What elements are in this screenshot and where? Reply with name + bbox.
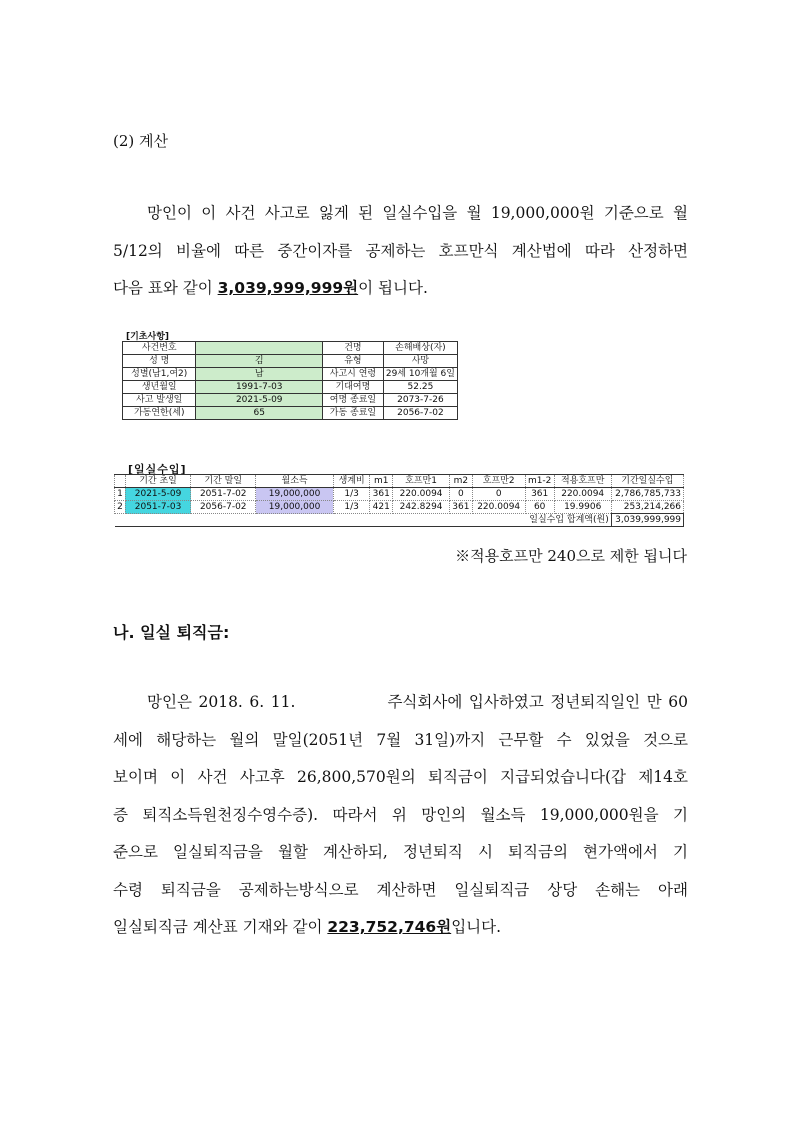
table-cell: 유형 xyxy=(323,355,384,368)
table-cell: 사건번호 xyxy=(123,342,196,355)
paragraph-line: 망인이 이 사건 사고로 잃게 된 일실수입을 월 19,000,000원 기준으로 월 xyxy=(147,204,688,222)
column-header: 기간일실수입 xyxy=(611,475,683,488)
column-header: m2 xyxy=(450,475,473,488)
table-row xyxy=(123,355,458,368)
table-row xyxy=(123,342,458,355)
table-cell: 0 xyxy=(472,488,525,501)
paragraph-line: 준으로 일실퇴직금을 월할 계산하되, 정년퇴직 시 퇴직금의 현가액에서 기 xyxy=(113,843,688,861)
table-cell: 361 xyxy=(525,488,554,501)
table-cell: 361 xyxy=(450,501,473,514)
table-cell: 19,000,000 xyxy=(256,488,333,501)
paragraph-line xyxy=(113,909,688,947)
column-header: 기간 말일 xyxy=(191,475,256,488)
text-run: 다음 표와 같이 xyxy=(113,279,218,297)
table-cell: 242.8294 xyxy=(393,501,450,514)
table-cell: 가동 종료일 xyxy=(323,407,384,420)
table-cell: 김 xyxy=(196,355,323,368)
table-cell: 2056-7-02 xyxy=(383,407,457,420)
table-cell: 남 xyxy=(196,368,323,381)
text-run: 일실퇴직금 계산표 기재와 같이 xyxy=(113,918,328,936)
column-header: 월소득 xyxy=(256,475,333,488)
table-cell: 29세 10개월 6일 xyxy=(383,368,457,381)
table-cell: 성 명 xyxy=(123,355,196,368)
table-cell: 2051-7-02 xyxy=(191,488,256,501)
column-header: 기간 초일 xyxy=(125,475,190,488)
table-cell: 1/3 xyxy=(333,488,370,501)
table-cell: 사망 xyxy=(383,355,457,368)
column-header: 호프만1 xyxy=(393,475,450,488)
table-cell: 19,000,000 xyxy=(256,501,333,514)
table-cell: 2021-5-09 xyxy=(125,488,190,501)
table-row xyxy=(123,368,458,381)
table-cell: 성별(남1,여2) xyxy=(123,368,196,381)
paragraph-line: 증 퇴직소득원천징수영수증). 따라서 위 망인의 월소득 19,000,000원을 기 xyxy=(113,805,688,824)
table-cell: 2 xyxy=(115,501,126,514)
column-header: 호프만2 xyxy=(472,475,525,488)
table-cell: 건명 xyxy=(323,342,384,355)
table-cell: 52.25 xyxy=(383,381,457,394)
table-cell: 60 xyxy=(525,501,554,514)
table-cell xyxy=(196,342,323,355)
column-header: m1-2 xyxy=(525,475,554,488)
text-run: 이 됩니다. xyxy=(358,279,428,297)
table-cell: 220.0094 xyxy=(472,501,525,514)
table-cell: 생년월일 xyxy=(123,381,196,394)
paragraph-line: 수령 퇴직금을 공제하는방식으로 계산하면 일실퇴직금 상당 손해는 아래 xyxy=(113,880,688,899)
paragraph-lost-income xyxy=(113,195,688,308)
column-header: m1 xyxy=(370,475,393,488)
table-cell: 1 xyxy=(115,488,126,501)
table-cell: 사고 발생일 xyxy=(123,394,196,407)
paragraph-line: 세에 해당하는 월의 말일(2051년 7월 31일)까지 근무할 수 있었을 것으로 xyxy=(113,730,688,749)
table-row xyxy=(115,501,684,514)
table-cell: 가동연한(세) xyxy=(123,407,196,420)
basic-table-caption: [기초사항] xyxy=(126,332,170,342)
table-cell: 1/3 xyxy=(333,501,370,514)
table-row xyxy=(123,394,458,407)
table-cell: 19.9906 xyxy=(554,501,611,514)
table-cell: 0 xyxy=(450,488,473,501)
table-total-row xyxy=(115,514,684,527)
table-cell: 2021-5-09 xyxy=(196,394,323,407)
table-row xyxy=(123,381,458,394)
column-header: 생계비 xyxy=(333,475,370,488)
paragraph-retirement xyxy=(113,684,688,947)
table-cell: 여명 종료일 xyxy=(323,394,384,407)
table-cell: 2073-7-26 xyxy=(383,394,457,407)
table-cell: 기대여명 xyxy=(323,381,384,394)
hoffman-limit-note: ※적용호프만 240으로 제한 됩니다 xyxy=(455,547,687,565)
table-cell: 421 xyxy=(370,501,393,514)
paragraph-line: 보이며 이 사건 사고후 26,800,570원의 퇴직금이 지급되었습니다(갑 제14호 xyxy=(113,768,688,786)
table-cell: 2,786,785,733 xyxy=(611,488,683,501)
table-cell: 1991-7-03 xyxy=(196,381,323,394)
amount-lost-income: 3,039,999,999원 xyxy=(217,279,359,297)
table-cell: 사고시 연령 xyxy=(323,368,384,381)
text-run: 입니다. xyxy=(451,918,502,936)
table-cell: 2051-7-03 xyxy=(125,501,190,514)
paragraph-line: 5/12의 비율에 따른 중간이자를 공제하는 호프만식 계산법에 따라 산정하면 xyxy=(113,241,688,260)
amount-retirement: 223,752,746원 xyxy=(327,918,452,936)
total-label: 일실수입 합계액(원) xyxy=(115,514,612,527)
lost-income-table xyxy=(114,474,684,527)
total-value: 3,039,999,999 xyxy=(611,514,683,527)
table-cell: 220.0094 xyxy=(554,488,611,501)
table-cell: 손해배상(자) xyxy=(383,342,457,355)
table-cell: 253,214,266 xyxy=(611,501,683,514)
table-cell: 65 xyxy=(196,407,323,420)
table-row xyxy=(123,407,458,420)
table-header-row xyxy=(115,475,684,488)
section-label: (2) 계산 xyxy=(113,132,168,150)
table-row xyxy=(115,488,684,501)
income-table-caption: [일실수입] xyxy=(128,463,187,476)
column-header: 적용호프만 xyxy=(554,475,611,488)
table-cell: 2056-7-02 xyxy=(191,501,256,514)
basic-info-table xyxy=(122,341,458,420)
paragraph-line xyxy=(113,270,688,308)
table-cell: 220.0094 xyxy=(393,488,450,501)
section-heading-retirement: 나. 일실 퇴직금: xyxy=(113,623,230,642)
table-cell: 361 xyxy=(370,488,393,501)
paragraph-line: 망인은 2018. 6. 11. 주식회사에 입사하였고 정년퇴직일인 만 60 xyxy=(147,693,688,711)
column-header xyxy=(115,475,126,488)
